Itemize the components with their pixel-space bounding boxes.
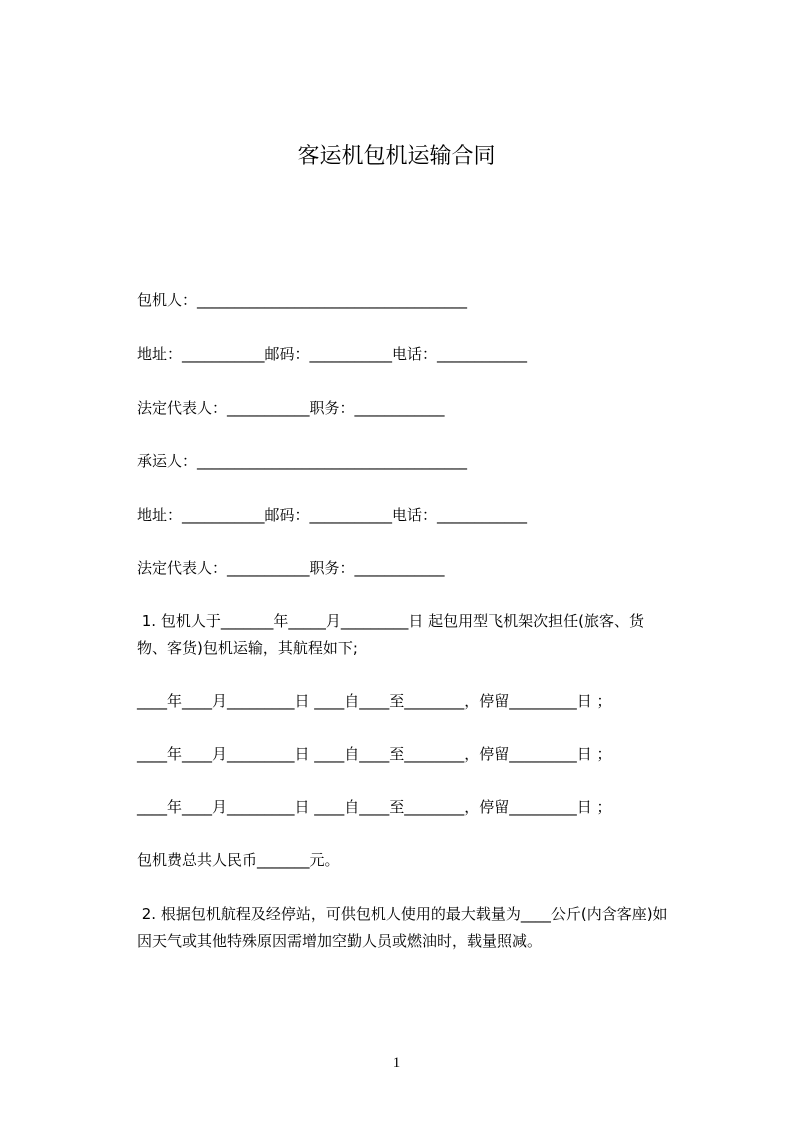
route-line: ____年____月_________日 ____自____至________，停留_________日 ； [137, 692, 612, 710]
carrier-representative-line: 法定代表人：___________职务：____________ [137, 559, 445, 577]
route-line: ____年____月_________日 ____自____至________，停留_________日 ； [137, 798, 612, 816]
clause2-line1: 2. 根据包机航程及经停站，可供包机人使用的最大载量为____公斤(内含客座)如 [137, 905, 668, 923]
charter-fee-line: 包机费总共人民币_______元。 [137, 851, 340, 869]
carrier-address-line: 地址：___________邮码：___________电话：____________ [137, 506, 528, 524]
clause1-line2: 物、客货)包机运输，其航程如下; [137, 639, 358, 657]
carrier-line: 承运人：____________________________________ [137, 452, 468, 470]
route-line: ____年____月_________日 ____自____至________，停留_________日 ； [137, 745, 612, 763]
document-title: 客运机包机运输合同 [297, 144, 496, 169]
charterer-address-line: 地址：___________邮码：___________电话：____________ [137, 345, 528, 363]
charterer-representative-line: 法定代表人：___________职务：____________ [137, 399, 445, 417]
page-number: 1 [392, 1055, 401, 1071]
charterer-line: 包机人：____________________________________ [137, 291, 468, 309]
clause1-line1: 1. 包机人于_______年_____月_________日 起包用型飞机架次担任(旅客、货 [137, 612, 644, 630]
clause2-line2: 因天气或其他特殊原因需增加空勤人员或燃油时，载量照减。 [137, 932, 543, 950]
